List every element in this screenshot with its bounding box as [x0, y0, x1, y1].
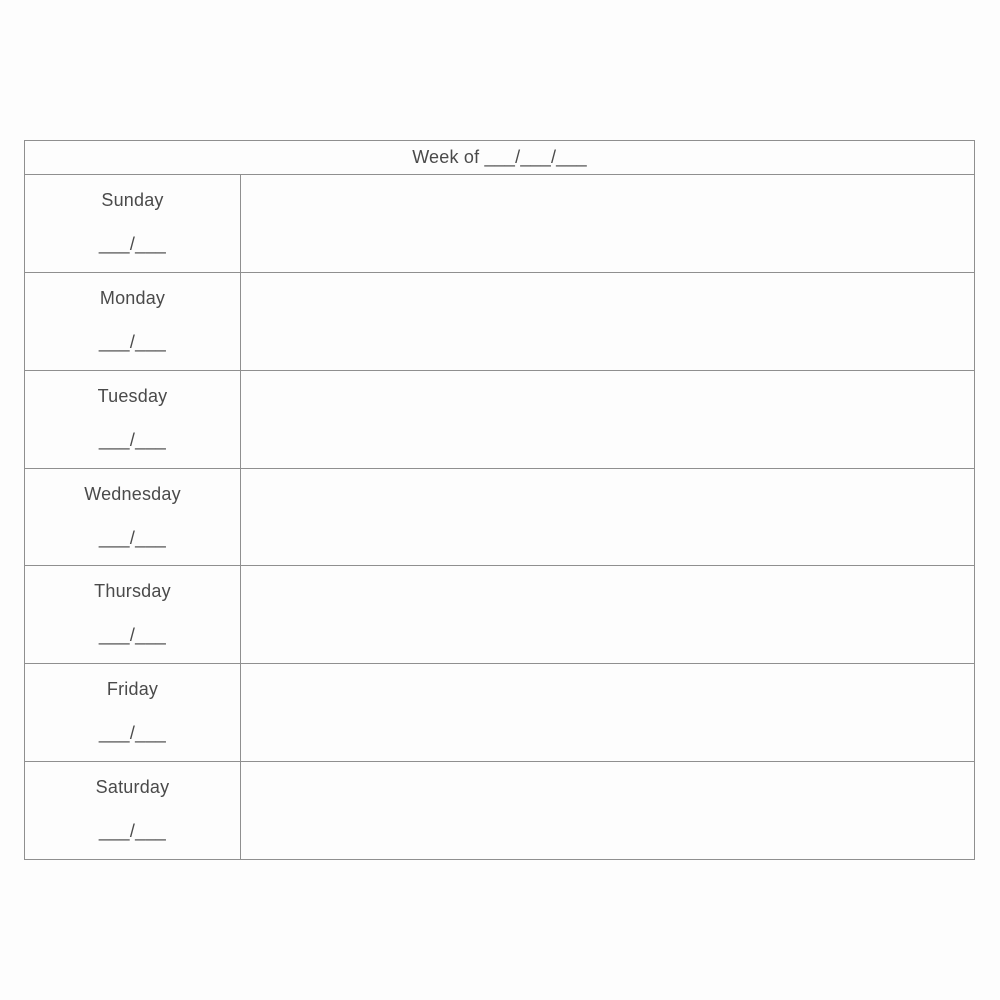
day-name: Saturday	[95, 777, 170, 798]
day-row-saturday	[25, 762, 974, 859]
notes-area[interactable]	[241, 273, 974, 370]
day-cell	[25, 371, 241, 468]
notes-area[interactable]	[241, 566, 974, 663]
week-of-label: Week of ___/___/___	[412, 147, 587, 167]
day-date-blank: ___/___	[98, 527, 167, 548]
day-name: Monday	[99, 287, 166, 308]
day-cell	[25, 273, 241, 370]
day-name: Tuesday	[97, 385, 168, 406]
day-row-sunday	[25, 175, 974, 273]
day-row-wednesday	[25, 469, 974, 567]
notes-area[interactable]	[241, 762, 974, 859]
day-name: Friday	[106, 679, 159, 700]
day-cell	[25, 664, 241, 761]
notes-area[interactable]	[241, 664, 974, 761]
notes-area[interactable]	[241, 175, 974, 272]
day-date-blank: ___/___	[98, 429, 167, 450]
day-date-blank: ___/___	[98, 821, 167, 842]
day-row-monday	[25, 273, 974, 371]
day-cell	[25, 469, 241, 566]
day-date-blank: ___/___	[98, 331, 167, 352]
weekly-planner	[24, 140, 975, 860]
day-name: Sunday	[101, 190, 164, 210]
day-row-thursday	[25, 566, 974, 664]
day-rows	[25, 175, 974, 859]
day-date-blank: ___/___	[98, 723, 167, 744]
notes-area[interactable]	[241, 371, 974, 468]
day-date-blank: ___/___	[98, 625, 167, 646]
day-date-blank: ___/___	[98, 234, 167, 254]
week-header	[25, 141, 974, 175]
day-name: Wednesday	[84, 483, 181, 504]
day-cell	[25, 175, 241, 272]
day-cell	[25, 566, 241, 663]
day-cell	[25, 762, 241, 859]
day-name: Thursday	[94, 581, 171, 602]
day-row-friday	[25, 664, 974, 762]
notes-area[interactable]	[241, 469, 974, 566]
day-row-tuesday	[25, 371, 974, 469]
